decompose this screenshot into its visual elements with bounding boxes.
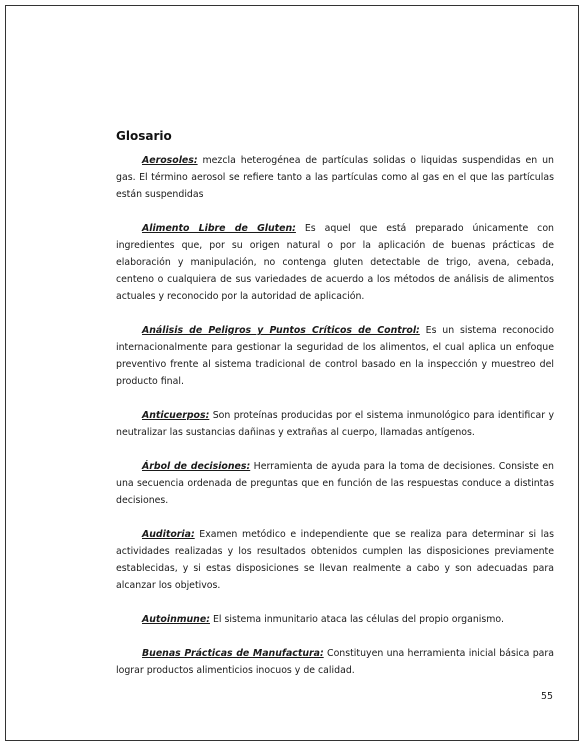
glossary-definition: Herramienta de ayuda para la toma de decisiones. Consiste en una secuencia ordenada de preguntas que en función de las respuestas conduce a distintas decisiones. xyxy=(116,461,554,506)
glossary-term: Auditoria: xyxy=(142,529,195,540)
glossary-term: Análisis de Peligros y Puntos Críticos de Control: xyxy=(142,325,420,336)
glossary-entry-appcc xyxy=(116,322,554,390)
page-number: 55 xyxy=(541,691,553,702)
glossary-definition: Examen metódico e independiente que se realiza para determinar si las actividades realizadas y los resultados obtenidos cumplen las disposiciones previamente establecidas, y si estas disposiciones se llevan realmente a cabo y son adecuadas para alcanzar los objetivos. xyxy=(116,529,554,591)
glossary-term: Buenas Prácticas de Manufactura: xyxy=(142,648,324,659)
glossary-entry-auditoria xyxy=(116,526,554,594)
glossary-definition: mezcla heterogénea de partículas solidas o liquidas suspendidas en un gas. El término aerosol se refiere tanto a las partículas como al gas en el que las partículas están suspendidas xyxy=(116,155,554,200)
glossary-term: Árbol de decisiones: xyxy=(142,461,251,472)
glossary-entry-autoinmune xyxy=(116,611,554,628)
glossary-term: Alimento Libre de Gluten: xyxy=(142,223,296,234)
glossary-entry-arbol-de-decisiones xyxy=(116,458,554,509)
glossary-definition: Son proteínas producidas por el sistema inmunológico para identificar y neutralizar las sustancias dañinas y extrañas al cuerpo, llamadas antígenos. xyxy=(116,410,554,438)
glossary-entry-alimento-libre-de-gluten xyxy=(116,220,554,305)
glossary-entry-anticuerpos xyxy=(116,407,554,441)
glossary-entries xyxy=(116,152,554,696)
glossary-definition: Es un sistema reconocido internacionalmente para gestionar la seguridad de los alimentos, el cual aplica un enfoque preventivo frente al sistema tradicional de control basado en la inspección y muestreo del producto final. xyxy=(116,325,554,387)
glossary-term: Autoinmune: xyxy=(142,614,210,625)
glossary-term: Anticuerpos: xyxy=(142,410,210,421)
glossary-term: Aerosoles: xyxy=(142,155,198,166)
glossary-entry-buenas-practicas xyxy=(116,645,554,679)
page-title: Glosario xyxy=(116,129,172,143)
glossary-entry-aerosoles xyxy=(116,152,554,203)
glossary-definition: El sistema inmunitario ataca las células del propio organismo. xyxy=(209,614,504,625)
glossary-definition: Es aquel que está preparado únicamente con ingredientes que, por su origen natural o por la aplicación de buenas prácticas de elaboración y manipulación, no contenga gluten detectable de trigo, avena, cebada, centeno o cualquiera de sus variedades de acuerdo a los métodos de análisis de alimentos actuales y reconocido por la autoridad de aplicación. xyxy=(116,223,555,302)
glossary-definition: Constituyen una herramienta inicial básica para lograr productos alimenticios inocuos y de calidad. xyxy=(116,648,554,676)
